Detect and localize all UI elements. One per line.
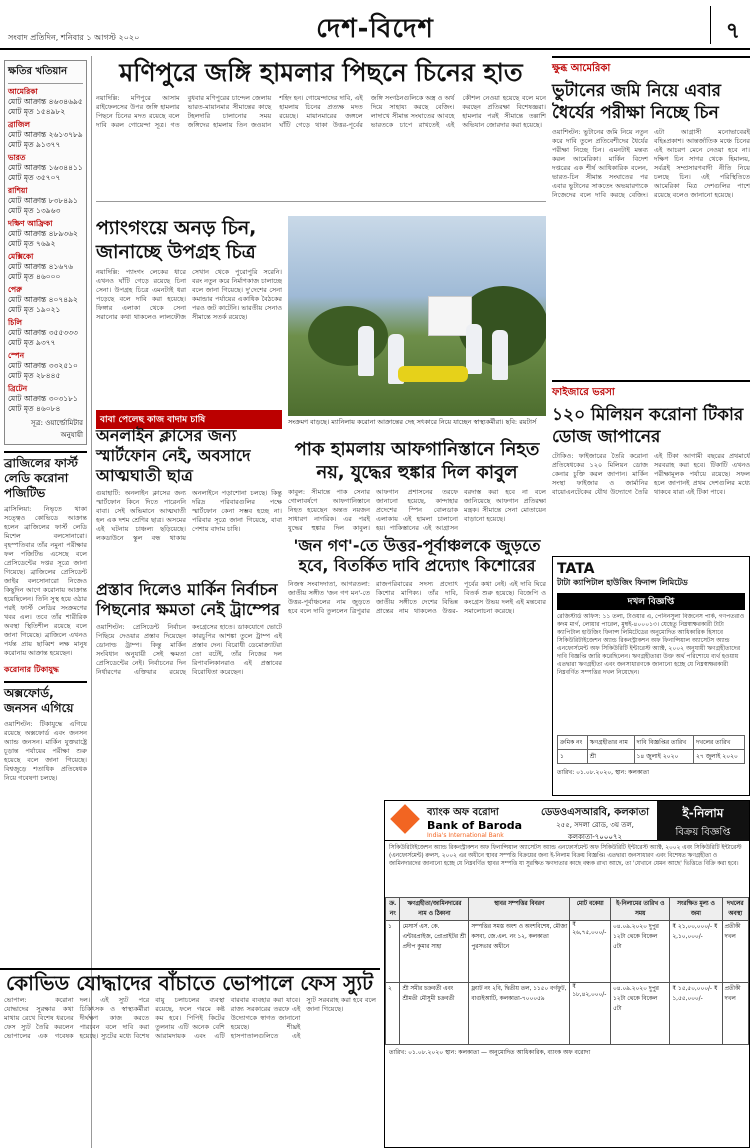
stat-item (8, 120, 83, 150)
covid-suit-headline: কোভিড যোদ্ধাদের বাঁচাতে ভোপালে ফেস স্যুট (0, 968, 380, 996)
photo-tree (308, 306, 388, 366)
bank-of-baroda-ad (384, 800, 750, 1148)
bob-header (385, 801, 749, 841)
tata-company-name: টাটা ক্যাপিটাল হাউজিং ফিনান্স লিমিটেড (557, 578, 688, 587)
bob-branch: ডেডওএসআরবি, কলকাতা (541, 807, 649, 818)
stat-item (8, 252, 83, 282)
table-body (386, 921, 749, 1045)
online-class-body: গুয়াহাটি: অনলাইন ক্লাসের জন্য স্মার্টফোন কিনে দিতে পারেননি বাবা। সেই অভিমানে আত্মঘাতী হল এক দশম শ্রেণির ছাত্র। অসমের এই ঘটনায় চাঞ্চল্য ছড়িয়েছে। লকডাউনে স্কুল বন্ধ থাকায় অনলাইনে পড়াশোনা চলছে। কিন্তু দরিদ্র পরিবারগুলির পক্ষে স্মার্টফোন কেনা সম্ভব হচ্ছে না। পরিবার সূত্রে জানা গিয়েছে, বাবা পেশায় বাদাম চাষি। (96, 489, 282, 542)
eauction-title: ই-নিলাম (682, 806, 724, 820)
table-cell: ২ (386, 983, 400, 1045)
table-row (386, 921, 749, 983)
stat-cases: মোট আক্রান্ত ৩৫৫৩৩৩ (8, 328, 78, 337)
dateline: সংবাদ প্রতিদিন, শনিবার ১ আগস্ট ২০২০ (8, 33, 140, 42)
stat-deaths: মোট মৃত ৪৬০৮৪ (8, 404, 61, 413)
tata-table (557, 735, 745, 764)
jana-gana-body: নিজস্ব সংবাদদাতা, আগরতলা: জাতীয় সঙ্গীত 'জন গণ মন'-তে উত্তর-পূর্বাঞ্চলের নাম জুড়তে হবে বলে দাবি তুললেন ত্রিপুরার রাজপরিবারের সদস্য প্রদ্যোৎ কিশোর মাণিক্য। তাঁর দাবি, জাতীয় সঙ্গীতে দেশের বিভিন্ন প্রান্তের নাম থাকলেও উত্তর-পূর্বের কথা নেই। এই দাবি ঘিরে বিতর্ক শুরু হয়েছে। বিজেপি ও কংগ্রেস উভয় দলই এই মন্তব্যের সমালোচনা করেছে। (288, 580, 546, 615)
stat-item (8, 351, 83, 381)
stats-source: সূত্র: ওয়ার্ল্ডোমিটার অনুযায়ী (30, 419, 83, 439)
table-cell: ০৪.০৯.২০২০ দুপুর ১২টা থেকে বিকেল ৫টা (611, 921, 670, 983)
left-story-headline: অক্সফোর্ড, জনসন এগিয়ে (4, 681, 87, 716)
trump-headline: প্রস্তাব দিলেও মার্কিন নির্বাচন পিছনোর ক্ষমতা নেই ট্রাম্পের (96, 580, 280, 619)
jana-gana-story (288, 536, 546, 730)
stat-country: চিলি (8, 318, 22, 327)
table-header-cell: দখলের তারিখ (693, 736, 744, 750)
bob-branch-address: ২৫৫, সদলা রোড, ৩য় তল, কলকাতা-৭০০০৭২ (556, 821, 634, 841)
tata-notice-body: রেজিস্টার্ড অফিস: ১১ তলা, টাওয়ার এ, পেনিনসুলা বিজনেস পার্ক, গণপতরাও কদম মার্গ, লোয়ার পারেল, মুম্বই-৪০০০১৩। যেহেতু নিম্নস্বাক্ষরকারী টাটা ক্যাপিটাল হাউজিং ফিনান্স লিমিটেডের অনুমোদিত আধিকারিক হিসাবে সিকিউরিটাইজেশন অ্যান্ড রিকনস্ট্রাকশন অফ ফিনান্সিয়াল অ্যাসেটস অ্যান্ড এনফোর্সমেন্ট অফ সিকিউরিটি ইন্টারেস্ট অ্যাক্ট, ২০০২ অনুযায়ী ঋণগ্রহীতাদের দাবি বিজ্ঞপ্তি জারি করেছিলেন। ঋণগ্রহীতারা উক্ত অর্থ পরিশোধে ব্যর্থ হওয়ায় এতদ্বারা ঋণগ্রহীতা এবং জনসাধারণকে জানানো হচ্ছে যে নিম্নস্বাক্ষরকারী নিম্নবর্ণিত সম্পত্তির দখল নিয়েছেন। (557, 613, 745, 676)
afghanistan-body: কাবুল: সীমান্তে পাক সেনার গোলাবর্ষণে আফগানিস্তানে নিহত হয়েছেন অন্তত নয়জন সাধারণ নাগরিক। এর পরই যুদ্ধের হুঙ্কার দিল কাবুল। আফগান প্রশাসনের তরফে জানানো হয়েছে, কান্দাহার প্রদেশের স্পিন বোলডাক এলাকায় এই হামলা চালানো হয়। পাকিস্তানের এই আগ্রাসন বরদাস্ত করা হবে না বলে জানিয়েছে আফগান প্রতিরক্ষা মন্ত্রক। সীমান্তে সেনা মোতায়েন বাড়ানো হয়েছে। (288, 488, 546, 532)
stat-deaths: মোট মৃত ৯১৩৭৭ (8, 140, 61, 149)
stat-item (8, 153, 83, 183)
table-header-cell: দাবি বিজ্ঞপ্তির তারিখ (634, 736, 693, 750)
table-cell: ₹ ১৮,৪২,০০০/- (570, 983, 611, 1045)
stat-cases: মোট আক্রান্ত ৩০৩১৮১ (8, 394, 78, 403)
photo-health-worker (492, 330, 508, 380)
table-header-row (558, 736, 745, 750)
masthead (0, 0, 750, 50)
stat-deaths: মোট মৃত ৭৬৯২ (8, 239, 56, 248)
eauction-banner (657, 801, 749, 841)
left-story-vaccine (4, 664, 87, 783)
lead-story (96, 56, 546, 202)
stat-country: স্পেন (8, 351, 25, 360)
photo-health-worker (358, 326, 374, 376)
pfizer-kicker: ফাইজারে ভরসা (552, 380, 750, 402)
stat-country: ব্রিটেন (8, 384, 28, 393)
table-row (558, 750, 745, 764)
news-photo (288, 216, 546, 416)
table-cell: ₹ ২৬,৭৫,০০০/- (570, 921, 611, 983)
photo-health-worker (466, 324, 482, 374)
stat-item (8, 219, 83, 249)
bob-auction-table (385, 897, 749, 1045)
covid-suit-story (0, 968, 380, 1146)
masthead-rule (0, 48, 750, 50)
stat-cases: মোট আক্রান্ত ৪৬৩৪৬৯৫ (8, 97, 83, 106)
bob-logo-icon (390, 804, 420, 834)
table-cell: সম্পত্তির সমস্ত অংশ ও অংশবিশেষ, মৌজা কসবা, জে.এল. নং ১২, কলকাতা পুরসভার অধীনে (469, 921, 570, 983)
eauction-subtitle: বিক্রয় বিজ্ঞপ্তি (675, 827, 731, 838)
stat-item (8, 384, 83, 414)
stat-deaths: মোট মৃত ১৩৯৬৩ (8, 206, 61, 215)
stat-country: দক্ষিণ আফ্রিকা (8, 219, 53, 228)
bhutan-story (552, 56, 750, 358)
bob-name-english: Bank of Baroda (427, 819, 523, 832)
stat-item (8, 186, 83, 216)
pfizer-headline: ১২০ মিলিয়ন করোনা টিকার ডোজ জাপানের (552, 405, 744, 447)
left-story-body: ওয়াশিংটন: টিকাযুদ্ধে এগিয়ে রয়েছে অক্সফোর্ড এবং জনসন অ্যান্ড জনসন। মার্কিন যুক্তরাষ্ট্রে চূড়ান্ত পর্যায়ের পরীক্ষা শুরু হয়েছে বলে জানা গিয়েছে। বিশ্বজুড়ে শতাধিক প্রতিষেধক নিয়ে গবেষণা চলছে। (4, 720, 87, 782)
jana-gana-headline: 'জন গণ'-তে উত্তর-পূর্বাঞ্চলকে জুড়তে হবে, বিতর্কিত দাবি প্রদ্যোৎ কিশোরের (293, 536, 541, 575)
table-cell: ₹ ১৫,৫০,০০০/- ₹ ১,৫৫,০০০/- (670, 983, 722, 1045)
table-cell: প্রতীকী দখল (722, 983, 748, 1045)
stat-deaths: মোট মৃত ৪৬০০০ (8, 272, 61, 281)
stat-cases: মোট আক্রান্ত ৪০৭৪৯২ (8, 295, 78, 304)
pangong-story (96, 216, 282, 438)
table-header-row (386, 898, 749, 921)
table-cell: ০৪.০৯.২০২০ দুপুর ১২টা থেকে বিকেল ৫টা (611, 983, 670, 1045)
table-cell: শ্রী (587, 750, 634, 764)
bob-intro: সিকিউরিটাইজেশন অ্যান্ড রিকনস্ট্রাকশন অফ ফিনান্সিয়াল অ্যাসেটস অ্যান্ড এনফোর্সমেন্ট অফ সিকিউরিটি ইন্টারেস্ট অ্যাক্ট, ২০০২ এবং সিকিউরিটি ইন্টারেস্ট (এনফোর্সমেন্ট) রুলস, ২০০২ এর অধীনে স্থাবর সম্পত্তি বিক্রয়ের জন্য ই-নিলাম বিক্রয় বিজ্ঞপ্তি। এতদ্বারা জনসাধারণ এবং বিশেষত ঋণগ্রহীতা ও জামিনদারদের জানানো হচ্ছে যে নিম্নবর্ণিত স্থাবর সম্পত্তি যা সুরক্ষিত ঋণদাতার কাছে বন্ধক রাখা আছে, তা 'যেখানে যেমন আছে' ভিত্তিতে বিক্রি করা হবে। (389, 845, 742, 867)
stat-country: পেরু (8, 285, 22, 294)
stat-deaths: মোট মৃত ১৯০২১ (8, 305, 61, 314)
tata-footer: তারিখ: ০১.০৮.২০২০, স্থান: কলকাতা (557, 769, 650, 776)
table-cell: ১৪ জুলাই ২০২০ (634, 750, 693, 764)
bhutan-kicker: ক্ষুব্ধ আমেরিকা (552, 56, 750, 78)
photo-body-bag (398, 366, 468, 382)
stat-country: ব্রাজিল (8, 120, 30, 129)
stat-cases: মোট আক্রান্ত ৮৩৮৪৯১ (8, 196, 78, 205)
table-cell: ২৭ জুলাই ২০২০ (693, 750, 744, 764)
bob-tagline: India's International Bank (427, 832, 504, 839)
pangong-body: নয়াদিল্লি: প্যাংগং লেকের ধারে এখনও ঘাঁটি গেড়ে রয়েছে চিনা সেনা। উপগ্রহ চিত্রে এমনটাই ধরা পড়েছে বলে দাবি করা হয়েছে। ফিঙ্গার এলাকা থেকে সেনা সরানোর কথা থাকলেও লালফৌজ সেখান থেকে পুরোপুরি সরেনি। বরং নতুন করে নির্মাণকাজ চালাচ্ছে বলে জানা গিয়েছে। দু'দেশের সেনা কমান্ডার পর্যায়ের একাধিক বৈঠকের পরও জট কাটেনি। ভারতীয় সেনাও সীমান্তে সতর্ক রয়েছে। (96, 268, 282, 321)
stat-cases: মোট আক্রান্ত ৪৮৯৩৬২ (8, 229, 78, 238)
left-story-body: ব্রাসিলিয়া: নিভৃতে থাকা সত্ত্বেও কোভিডে আক্রান্ত হলেন ব্রাজিলের ফার্স্ট লেডি মিশেল বলসোনারো। বৃহস্পতিবার তাঁর নমুনা পরীক্ষার ফল পজিটিভ এসেছে বলে প্রেসিডেন্টের দপ্তর সূত্রে জানা গিয়েছে। ব্রাজিলের প্রেসিডেন্ট জাইর বলসোনারো নিজেও কিছুদিন আগে করোনায় আক্রান্ত হয়েছিলেন। তিনি সুস্থ হয়ে ওঠার পরই ফার্স্ট লেডির সংক্রমণের খবর এল। তবে তাঁর শারীরিক অবস্থা স্থিতিশীল রয়েছে বলে জানা গিয়েছে। ব্রাজিলে এখনও পর্যন্ত প্রায় ছাব্বিশ লক্ষ মানুষ করোনায় আক্রান্ত হয়েছেন। (4, 505, 87, 657)
left-story-headline: ব্রাজিলের ফার্স্ট লেডি করোনা পজিটিভ (4, 451, 87, 501)
stat-item (8, 318, 83, 348)
covid-stats-box (4, 60, 87, 445)
table-header-cell: সংরক্ষিত মূল্য ও জমা (670, 898, 722, 921)
bhutan-body: ওয়াশিংটন: ভুটানের জমি নিয়ে নতুন করে দাবি তুলে প্রতিবেশীদের ধৈর্যের পরীক্ষা নিচ্ছে চিন। এমনটাই মন্তব্য করল আমেরিকা। মার্কিন বিদেশ দপ্তরের এক শীর্ষ আধিকারিক বলেন, ভারত-চিন সীমান্ত সংঘাতের পর এবার ভুটানের সাকতেং অভয়ারণ্যকে নিজেদের বলে দাবি করছে বেজিং। এটা আগ্রাসী মনোভাবেরই বহিঃপ্রকাশ। আন্তর্জাতিক মঞ্চে চিনের এই আচরণ মেনে নেওয়া হবে না। দক্ষিণ চিন সাগর থেকে হিমালয়, সর্বত্রই সম্প্রসারণবাদী নীতি নিয়ে চলছে চিন। এই পরিস্থিতিতে আমেরিকা মিত্র দেশগুলির পাশে রয়েছে বলেও জানানো হয়েছে। (552, 128, 750, 199)
stat-cases: মোট আক্রান্ত ৪১৬৭৬ (8, 262, 73, 271)
stat-country: মেক্সিকো (8, 252, 34, 261)
tata-capital-ad (552, 556, 750, 796)
bob-footer: তারিখ: ০১.০৮.২০২০ স্থান: কলকাতা — অনুমোদিত আধিকারিক, ব্যাংক অফ বরোদা (389, 1049, 591, 1056)
table-row (386, 983, 749, 1045)
bhutan-headline: ভুটানের জমি নিয়ে এবার ধৈর্যের পরীক্ষা নিচ্ছে চিন (552, 81, 721, 123)
table-header-cell: ই-নিলামের তারিখ ও সময় (611, 898, 670, 921)
stat-cases: মোট আক্রান্ত ১৬৩৪৪১১ (8, 163, 83, 172)
page-title: দেশ-বিদেশ (316, 14, 434, 44)
table-header-cell: স্থাবর সম্পত্তির বিবরণ (469, 898, 570, 921)
table-cell: ₹ ২১,০০,০০০/- ₹ ২,১০,০০০/- (670, 921, 722, 983)
tata-logo: TATA (557, 561, 595, 577)
left-story-brazil (4, 451, 87, 658)
tata-notice-title: দখল বিজ্ঞপ্তি (557, 593, 745, 610)
table-cell: ফ্ল্যাট নং ২বি, দ্বিতীয় তল, ১১৫০ বর্গফুট, বাগুইআটি, কলকাতা-৭০০০৫৯ (469, 983, 570, 1045)
table-cell: মেসার্স এস. কে. এন্টারপ্রাইজ, প্রোপ্রাইটর শ্রী প্রদীপ কুমার সাহা (400, 921, 469, 983)
bob-name-bengali: ব্যাংক অফ বরোদা (427, 807, 499, 818)
table-header-cell: মোট বকেয়া (570, 898, 611, 921)
stat-deaths: মোট মৃত ৩৫৭০৭ (8, 173, 61, 182)
stat-deaths: মোট মৃত ৯৩৭৭ (8, 338, 56, 347)
lead-headline: মণিপুরে জঙ্গি হামলার পিছনে চিনের হাত (119, 58, 523, 87)
stats-title: ক্ষতির খতিয়ান (8, 64, 83, 84)
stat-item (8, 285, 83, 315)
stats-list (8, 87, 83, 414)
stat-cases: মোট আক্রান্ত ৩৩২৫১০ (8, 361, 78, 370)
online-class-headline: অনলাইন ক্লাসের জন্য স্মার্টফোন নেই, অবসাদে আত্মঘাতী ছাত্র (96, 426, 251, 485)
table-cell: ১ (386, 921, 400, 983)
photo-caption: সংক্রমণ বাড়ছে। ম্যানিলায় করোনা আক্রান্তের দেহ সৎকারে নিয়ে যাচ্ছেন স্বাস্থ্যকর্মীরা। ছবি: রয়টার্স (288, 418, 537, 426)
table-header-cell: ক্র. নং (386, 898, 400, 921)
trump-body: ওয়াশিংটন: প্রেসিডেন্ট নির্বাচন পিছিয়ে দেওয়ার প্রস্তাব দিয়েছেন ডোনাল্ড ট্রাম্প। কিন্তু মার্কিন সংবিধান অনুযায়ী সেই ক্ষমতা প্রেসিডেন্টের নেই। নির্বাচনের দিন নির্ধারণের এক্তিয়ার রয়েছে কংগ্রেসের হাতে। ডাকযোগে ভোটে কারচুপির আশঙ্কা তুলে ট্রাম্প এই প্রস্তাব দেন। বিরোধী ডেমোক্র্যাটরা তো বটেই, তাঁর নিজের দল রিপাবলিকানরাও এই প্রস্তাবের বিরোধিতা করেছেন। (96, 623, 282, 676)
trump-story (96, 580, 282, 743)
stat-deaths: মোট মৃত ২৮৪৪৫ (8, 371, 61, 380)
table-header-cell: ঋণগ্রহীতার নাম (587, 736, 634, 750)
stat-country: আমেরিকা (8, 87, 38, 96)
stat-cases: মোট আক্রান্ত ২৬১৩৭৮৯ (8, 130, 83, 139)
pangong-headline: প্যাংগংয়ে অনড় চিন, জানাচ্ছে উপগ্রহ চিত্র (96, 217, 257, 263)
table-header-cell: ঋণগ্রহীতা/জামিনদারের নাম ও ঠিকানা (400, 898, 469, 921)
table-header-cell: দখলের অবস্থা (722, 898, 748, 921)
afghanistan-headline: পাক হামলায় আফগানিস্তানে নিহত নয়, যুদ্ধের হুঙ্কার দিল কাবুল (294, 439, 540, 483)
stat-item (8, 87, 83, 117)
table-header-cell: ক্রমিক নং (558, 736, 588, 750)
table-cell: ১ (558, 750, 588, 764)
stat-deaths: মোট মৃত ১৫৪৯৮২ (8, 107, 66, 116)
lead-body: নয়াদিল্লি: মণিপুরে আসাম রাইফেলসের উপর জঙ্গি হামলার পিছনে চিনের মদত রয়েছে বলে দাবি করল গোয়েন্দা সূত্র। গত বুধবার মণিপুরের চান্দেল জেলায় ভারত-মায়ানমার সীমান্তের কাছে টহলদারি চালানোর সময় জঙ্গিদের হামলায় তিন জওয়ান শহিদ হন। গোয়েন্দাদের দাবি, এই হামলায় চিনের প্রত্যক্ষ মদত রয়েছে। মায়ানমারের জঙ্গলে ঘাঁটি গেড়ে থাকা উত্তর-পূর্বের জঙ্গি সংগঠনগুলিকে অস্ত্র ও অর্থ দিয়ে সাহায্য করছে বেজিং। লাদাখে সীমান্ত সংঘাতের আবহে ভারতকে চাপে রাখতেই এই কৌশল নেওয়া হয়েছে বলে মনে করছেন প্রতিরক্ষা বিশেষজ্ঞরা। হামলার পরই সীমান্তে তল্লাশি অভিযান জোরদার করা হয়েছে। (96, 94, 546, 202)
covid-suit-body: ভোপাল: করোনা যোদ্ধাদের সুরক্ষার কথা মাথায় রেখে বিশেষ ধরনের ফেস স্যুট তৈরি করলেন ভোপালের এক গবেষক দল। এই স্যুট পরে চিকিৎসক ও স্বাস্থ্যকর্মীরা দীর্ঘক্ষণ কাজ করতে পারবেন বলে দাবি করা হয়েছে। স্যুটের মধ্যে বিশেষ বায়ু চলাচলের ব্যবস্থা রয়েছে, ফলে গরমে কষ্ট কম হবে। পিপিই কিটের তুলনায় এটি অনেক বেশি আরামদায়ক এবং এটি বারবার ব্যবহার করা যাবে। রাজ্য সরকারের তরফে এই উদ্যোগকে স্বাগত জানানো হয়েছে। শীঘ্রই হাসপাতালগুলিতে এই স্যুট সরবরাহ করা হবে বলে জানা গিয়েছে। (4, 996, 376, 1040)
page-number: ৭ (725, 19, 740, 44)
pfizer-body: টোকিও: ফাইজারের তৈরি করোনা প্রতিষেধকের ১২০ মিলিয়ন ডোজ কেনার চুক্তি করল জাপান। মার্কিন সংস্থা ফাইজার ও জার্মানির বায়োএনটেকের যৌথ উদ্যোগে তৈরি এই টিকা আগামী বছরের প্রথমার্ধে সরবরাহ করা হবে। টিকাটি এখনও পরীক্ষামূলক পর্যায়ে রয়েছে। সফল হলে জাপানই প্রথম দেশগুলির মধ্যে থাকবে যারা এই টিকা পাবে। (552, 452, 750, 496)
story-tagline: বাবা পেলেছ কাজ বাদাম চাষি (96, 410, 282, 429)
stat-country: রাশিয়া (8, 186, 28, 195)
table-cell: শ্রী সমীর চক্রবর্তী এবং শ্রীমতী মৌসুমী চক্রবর্তী (400, 983, 469, 1045)
left-story-kicker: করোনার টিকাযুদ্ধ (4, 665, 59, 674)
table-cell: প্রতীকী দখল (722, 921, 748, 983)
stat-country: ভারত (8, 153, 26, 162)
